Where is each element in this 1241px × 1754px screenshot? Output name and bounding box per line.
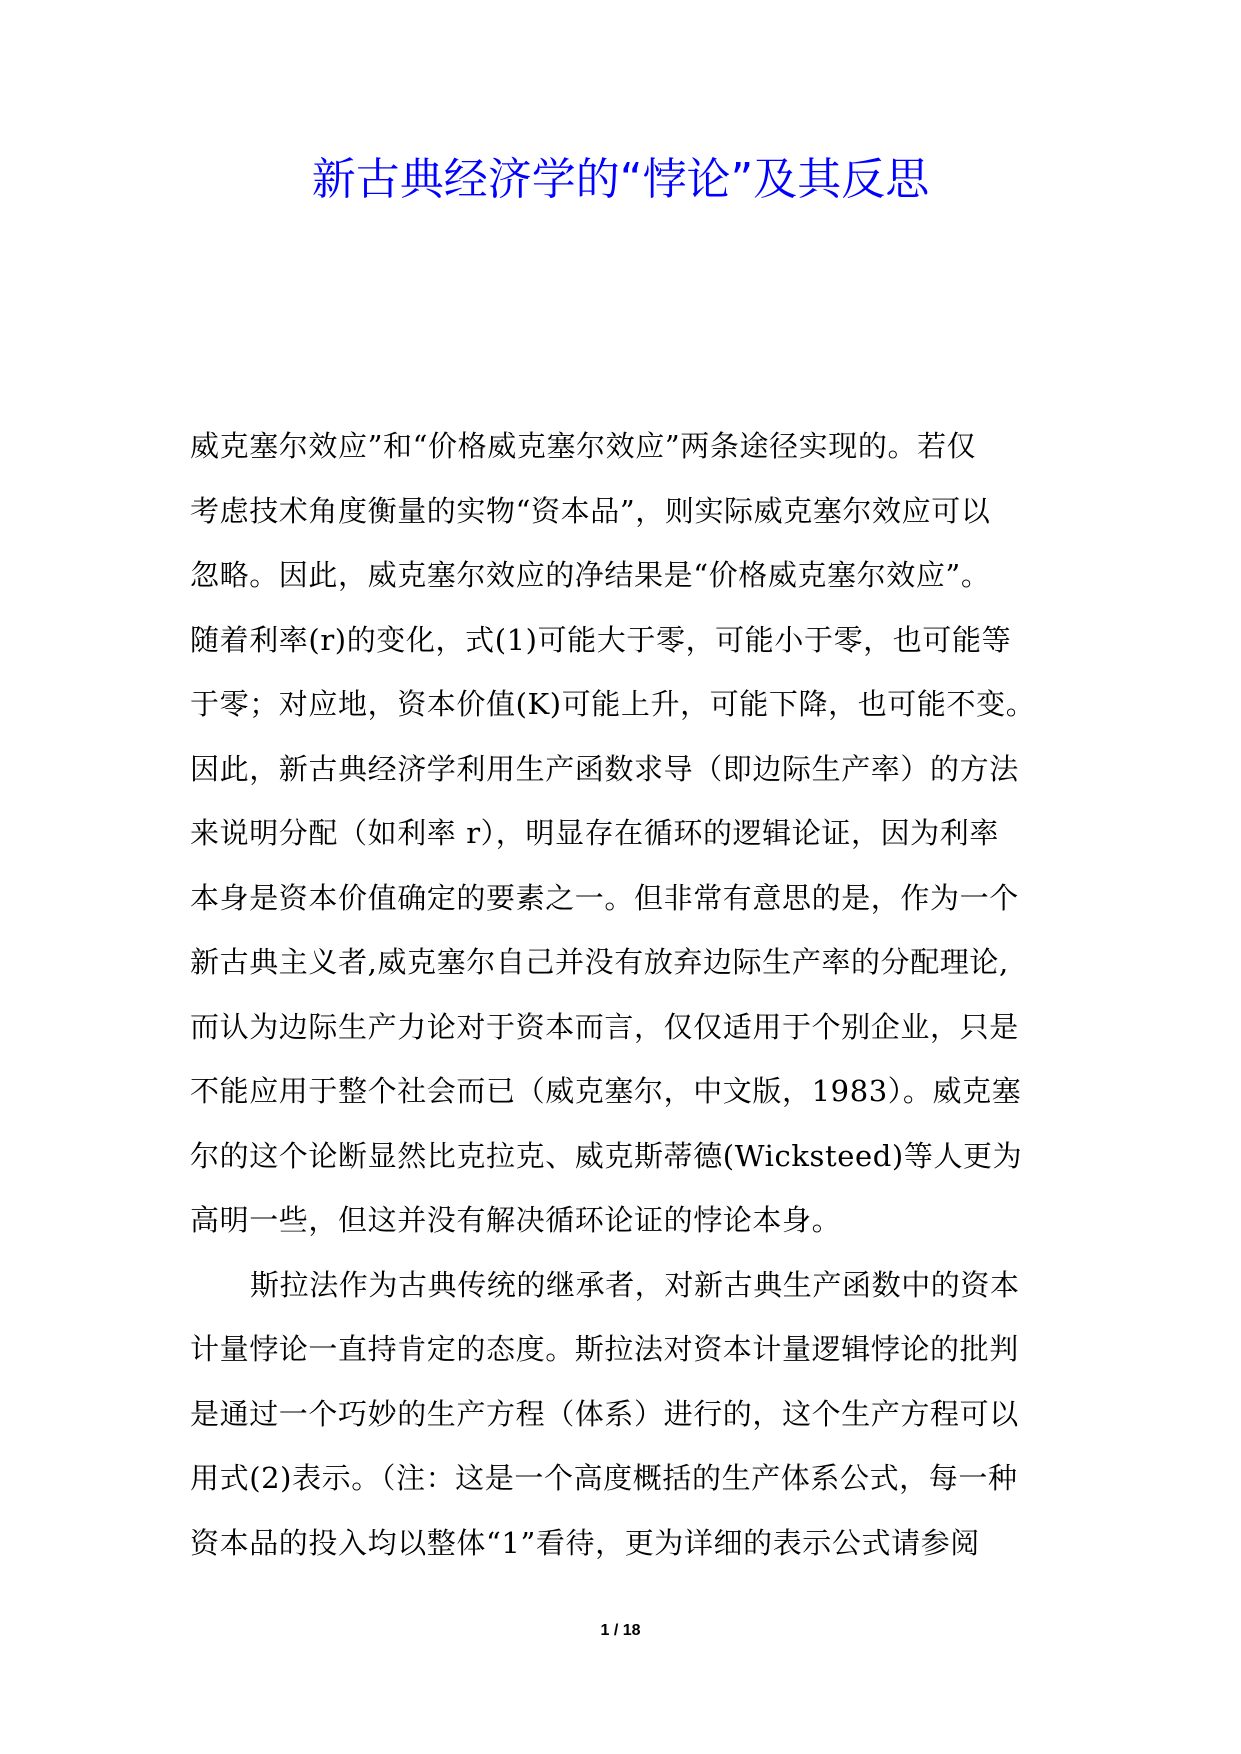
text-line: 尔的这个论断显然比克拉克、威克斯蒂德(Wicksteed)等人更为 [190, 1138, 1023, 1173]
text-line: 计量悖论一直持肯定的态度。斯拉法对资本计量逻辑悖论的批判 [190, 1332, 1019, 1366]
text-line: 不能应用于整个社会而已（威克塞尔，中文版，1983）。威克塞 [190, 1074, 1022, 1108]
text-line: 随着利率(r)的变化，式(1)可能大于零，可能小于零，也可能等 [190, 622, 1012, 657]
text-line: 因此，新古典经济学利用生产函数求导（即边际生产率）的方法 [190, 751, 1019, 786]
page-number: 1 / 18 [600, 1622, 641, 1639]
text-line: 本身是资本价值确定的要素之一。但非常有意思的是，作为一个 [190, 880, 1019, 915]
document-title: 新古典经济学的“悖论”及其反思 [311, 154, 930, 205]
text-line: 资本品的投入均以整体“1”看待，更为详细的表示公式请参阅 [190, 1525, 980, 1560]
text-line: 于零；对应地，资本价值(K)可能上升，可能下降，也可能不变。 [190, 687, 1036, 721]
text-line: 用式(2)表示。（注：这是一个高度概括的生产体系公式，每一种 [190, 1461, 1018, 1495]
text-line: 而认为边际生产力论对于资本而言，仅仅适用于个别企业，只是 [190, 1009, 1019, 1044]
text-line: 是通过一个巧妙的生产方程（体系）进行的，这个生产方程可以 [190, 1396, 1019, 1431]
text-line: 斯拉法作为古典传统的继承者，对新古典生产函数中的资本 [250, 1267, 1020, 1302]
text-line: 新古典主义者,威克塞尔自己并没有放弃边际生产率的分配理论, [190, 945, 1009, 979]
text-line: 来说明分配（如利率 r），明显存在循环的逻辑论证，因为利率 [190, 816, 999, 850]
text-line: 考虑技术角度衡量的实物“资本品”，则实际威克塞尔效应可以 [190, 493, 991, 528]
text-line: 威克塞尔效应”和“价格威克塞尔效应”两条途径实现的。若仅 [190, 429, 977, 463]
body-text [190, 414, 1060, 1575]
text-line: 忽略。因此，威克塞尔效应的净结果是“价格威克塞尔效应”。 [190, 558, 991, 592]
text-line: 高明一些，但这并没有解决循环论证的悖论本身。 [190, 1203, 842, 1237]
